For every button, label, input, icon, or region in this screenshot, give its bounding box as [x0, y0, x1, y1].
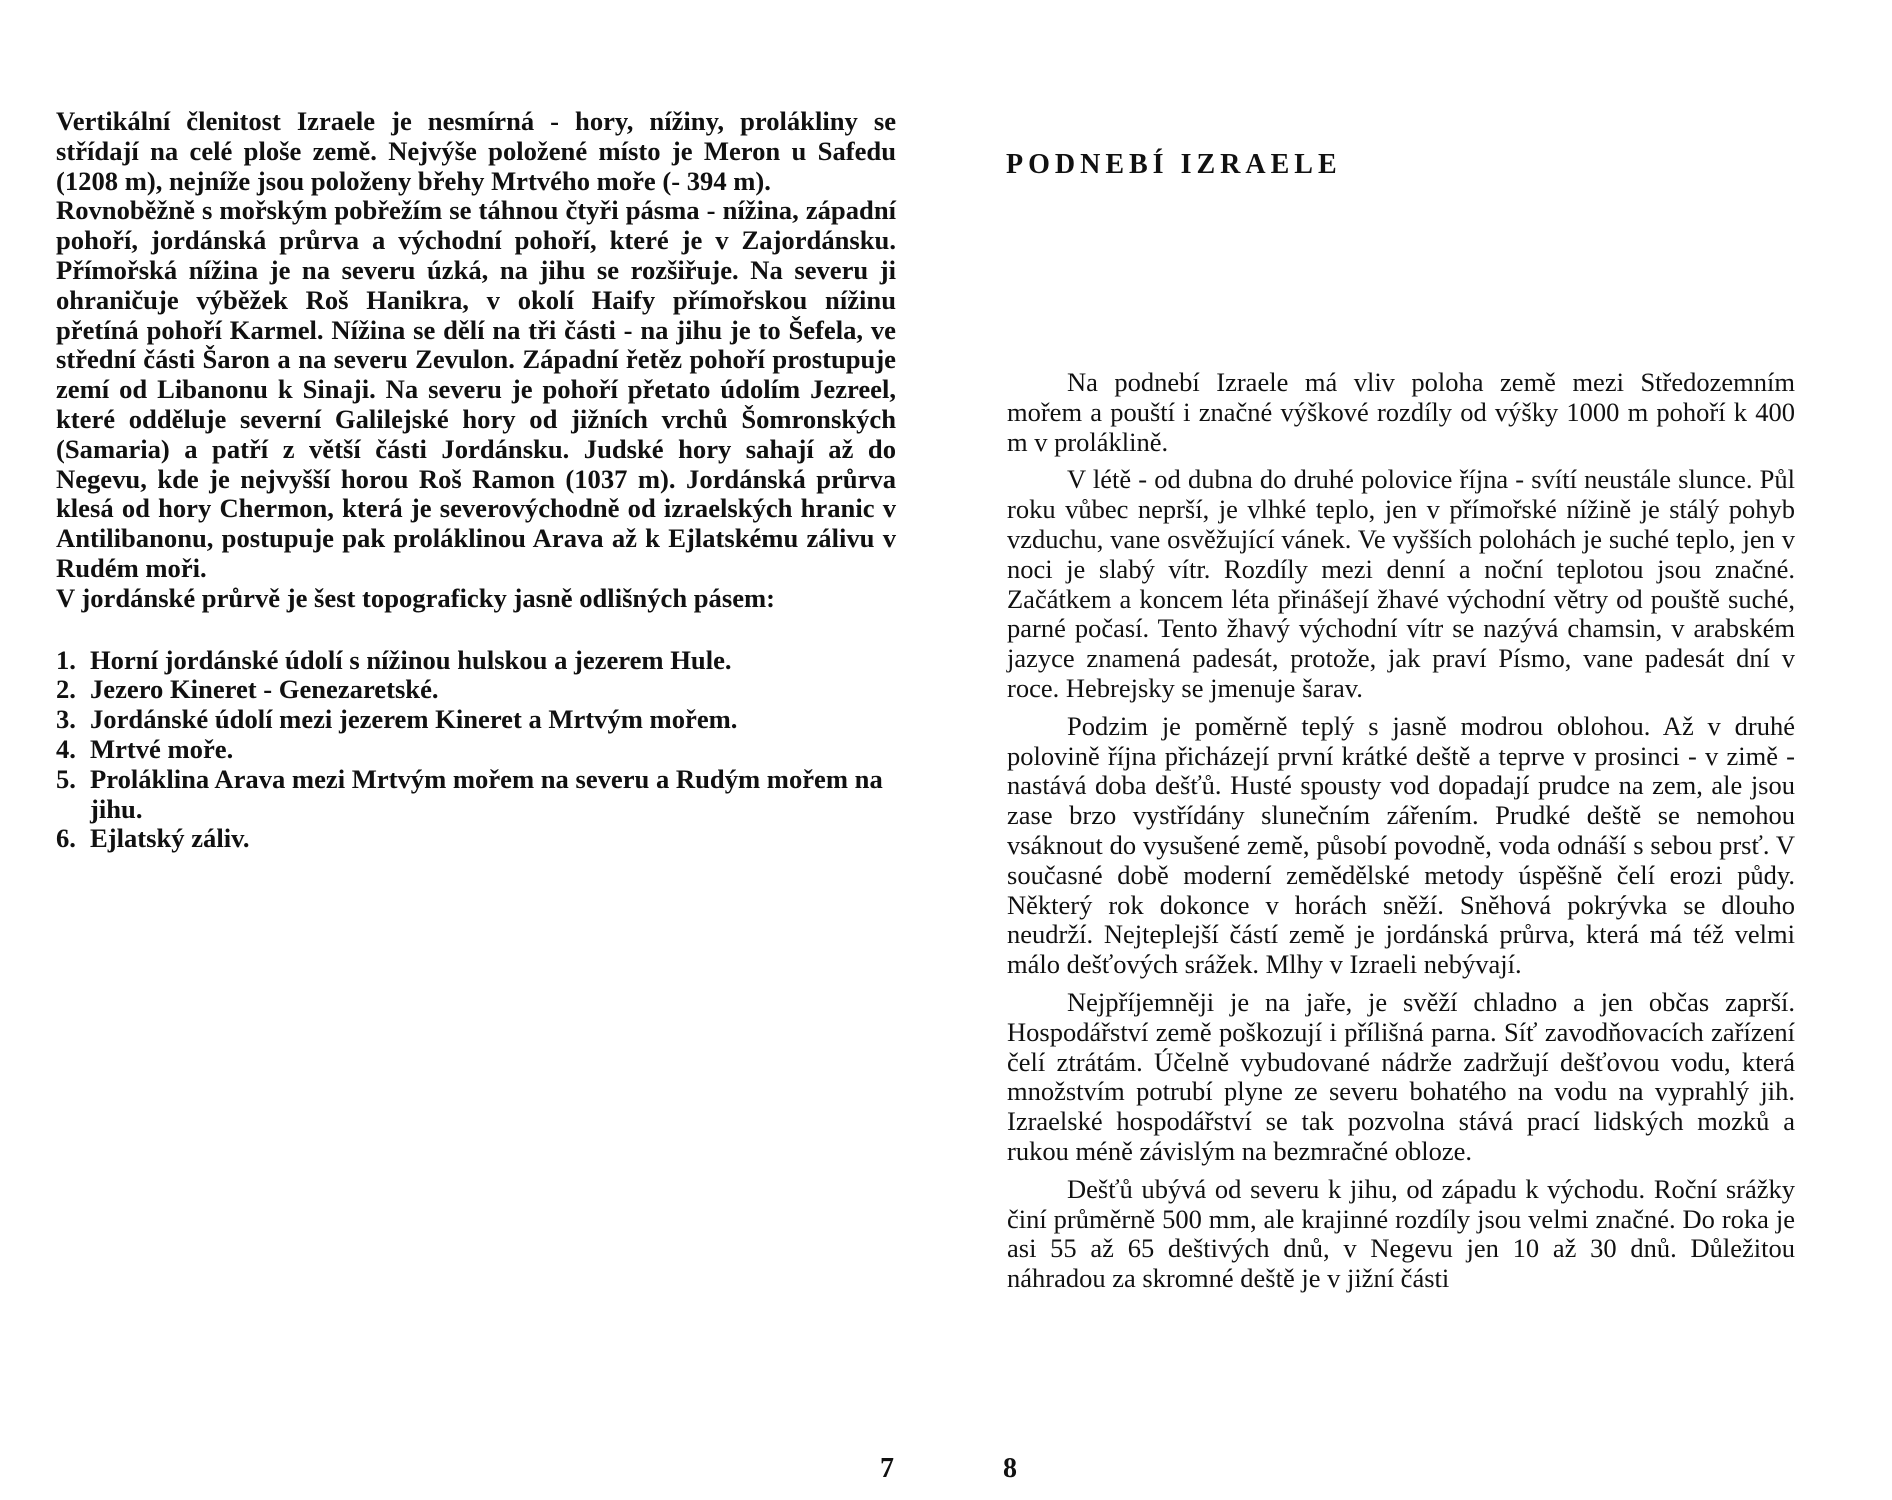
list-item: [56, 675, 896, 705]
list-item-text: Ejlatský záliv.: [90, 823, 250, 854]
climate-paragraph: V létě - od dubna do druhé polovice října - svítí neustále slunce. Půl roku vůbec neprší, je vlhké teplo, jen v přímořské nížině je stálý pohyb vzduchu, vane osvěžující vánek. Ve vyšších polohách je suché teplo, jen v noci je slabý vítr. Rozdíly mezi denní a noční teplotou jsou značné. Začátkem a koncem léta přinášejí žhavé východní větry od pouště suché, parné počasí. Tento žhavý východní vítr se nazývá chamsin, v arabském jazyce znamená padesát, protože, jak praví Písmo, vane padesát dní v roce. Hebrejsky se jmenuje šarav.: [1007, 464, 1795, 703]
list-item-text: Proláklina Arava mezi Mrtvým mořem na severu a Rudým mořem na jihu.: [90, 763, 883, 824]
list-item-number: 5.: [56, 763, 76, 794]
page-number-left: 7: [880, 1453, 894, 1484]
list-item-text: Horní jordánské údolí s nížinou hulskou a jezerem Hule.: [90, 644, 732, 675]
list-item-text: Jezero Kineret - Genezaretské.: [90, 674, 439, 705]
list-item: [56, 705, 896, 735]
relief-main-paragraph: Rovnoběžně s mořským pobřežím se táhnou čtyři pásma - nížina, západní pohoří, jordánská průrva a východní pohoří, které je v Zajordánsku. Přímořská nížina je na severu úzká, na jihu se rozšiřuje. Na severu ji ohraničuje výběžek Roš Hanikra, v okolí Haify přímořskou nížinu přetíná pohoří Karmel. Nížina se dělí na tři části - na jihu je to Šefela, ve střední části Šaron a na severu Zevulon. Západní řetěz pohoří prostupuje zemí od Libanonu k Sinaji. Na severu je pohoří přetato údolím Jezreel, které odděluje severní Galilejské hory od jižních vrchů Šomronských (Samaria) a patří z větší části Jordánsku. Judské hory sahají až do Negevu, kde je nejvyšší horou Roš Ramon (1037 m). Jordánská průrva klesá od hory Chermon, která je severovýchodně od izraelských hranic v Antilibanonu, postupuje pak proláklinou Arava až k Ejlatskému zálivu v Rudém moři.: [56, 195, 896, 583]
list-item-number: 2.: [56, 674, 76, 705]
right-page: [946, 0, 1892, 1500]
list-item-number: 4.: [56, 733, 76, 764]
right-page-text: [1007, 368, 1795, 1302]
list-item-number: 3.: [56, 704, 76, 735]
list-item: [56, 765, 896, 825]
list-item-number: 6.: [56, 823, 76, 854]
list-item-number: 1.: [56, 644, 76, 675]
list-item-text: Mrtvé moře.: [90, 733, 234, 764]
section-heading: PODNEBÍ IZRAELE: [1006, 149, 1342, 180]
left-page-text: [56, 107, 896, 854]
list-item-text: Jordánské údolí mezi jezerem Kineret a Mrtvým mořem.: [90, 704, 738, 735]
list-item: [56, 735, 896, 765]
topographic-zones-list: [56, 646, 896, 855]
climate-paragraph: Podzim je poměrně teplý s jasně modrou oblohou. Až v druhé polovině října přicházejí první krátké deště a teprve v prosinci - v zimě - nastává doba dešťů. Husté spousty vod dopadají prudce na zem, ale jsou zase brzo vystřídány slunečním zářením. Prudké deště se nemohou vsáknout do vysušené země, působí povodně, voda odnáší s sebou prsť. V současné době moderní zemědělské metody úspěšně čelí erozi půdy. Některý rok dokonce v horách sněží. Sněhová pokrývka se dlouho neudrží. Nejteplejší částí země je jordánská průrva, která má též velmi málo dešťových srážek. Mlhy v Izraeli nebývají.: [1007, 710, 1795, 980]
list-intro: V jordánské průrvě je šest topograficky jasně odlišných pásem:: [56, 582, 776, 613]
climate-paragraph: Nejpříjemněji je na jaře, je svěží chladno a jen občas zaprší. Hospodářství země poškozují i přílišná parna. Síť zavodňovacích zařízení čelí ztrátám. Účelně vybudované nádrže zadržují dešťovou vodu, která množstvím potrubí plyne ze severu bohatého na vodu na vyprahlý jih. Izraelské hospodářství se tak pozvolna stává prací lidských mozků a rukou méně závislým na bezmračné obloze.: [1007, 986, 1795, 1166]
list-item: [56, 824, 896, 854]
list-item: [56, 646, 896, 676]
climate-paragraph: Dešťů ubývá od severu k jihu, od západu k východu. Roční srážky činí průměrně 500 mm, ale krajinné rozdíly jsou velmi značné. Do roka je asi 55 až 65 deštivých dnů, v Negevu jen 10 až 30 dnů. Důležitou náhradou za skromné deště je v jižní části: [1007, 1173, 1795, 1294]
climate-paragraph: Na podnebí Izraele má vliv poloha země mezi Středozemním mořem a pouští i značné výškové rozdíly od výšky 1000 m pohoří k 400 m v proláklině.: [1007, 367, 1795, 457]
page-number-right: 8: [1003, 1453, 1017, 1484]
relief-intro-paragraph: Vertikální členitost Izraele je nesmírná - hory, nížiny, prolákliny se střídají na celé ploše země. Nejvýše položené místo je Meron u Safedu (1208 m), nejníže jsou položeny břehy Mrtvého moře (- 394 m).: [56, 106, 896, 196]
